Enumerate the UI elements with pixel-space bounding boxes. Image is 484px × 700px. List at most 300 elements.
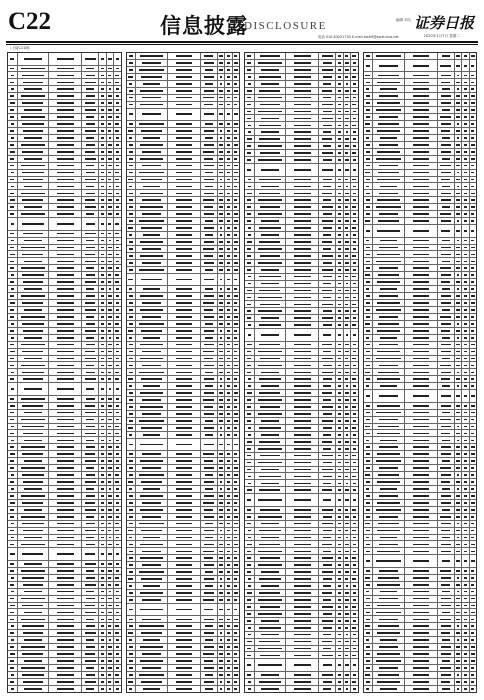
table-cell — [218, 528, 225, 534]
table-cell — [99, 279, 106, 285]
table-cell — [373, 197, 405, 203]
table-cell — [364, 307, 374, 313]
table-cell — [18, 589, 50, 595]
table-cell — [364, 451, 374, 457]
table-row — [127, 616, 240, 623]
table-cell — [127, 590, 137, 596]
table-cell — [344, 404, 351, 410]
table-cell — [438, 609, 455, 615]
table-cell — [373, 437, 405, 443]
table-cell — [462, 272, 469, 278]
table-cell — [373, 142, 405, 148]
table-cell — [364, 535, 374, 541]
table-cell — [351, 150, 357, 156]
table-cell — [336, 590, 343, 596]
table-cell — [405, 451, 438, 457]
table-cell — [18, 535, 50, 541]
table-cell — [168, 541, 201, 547]
table-cell — [245, 514, 255, 520]
table-cell — [127, 253, 137, 259]
table-cell — [405, 53, 438, 59]
table-cell — [245, 122, 255, 128]
table-cell — [373, 293, 405, 299]
table-cell — [18, 548, 50, 560]
table-cell — [8, 493, 18, 499]
table-cell — [107, 66, 114, 72]
table-cell — [438, 307, 455, 313]
table-cell — [455, 658, 462, 664]
table-cell — [136, 88, 168, 94]
table-cell — [462, 197, 469, 203]
table-row — [245, 652, 358, 659]
table-cell — [99, 430, 106, 436]
table-cell — [336, 164, 343, 176]
table-cell — [336, 246, 343, 252]
table-row — [127, 679, 240, 686]
table-cell — [344, 197, 351, 203]
table-cell — [82, 86, 99, 92]
table-row — [8, 486, 121, 493]
table-row — [364, 403, 477, 410]
table-cell — [438, 183, 455, 189]
table-cell — [18, 279, 50, 285]
table-cell — [344, 418, 351, 424]
table-cell — [201, 183, 218, 189]
table-row — [127, 293, 240, 300]
table-cell — [107, 396, 114, 402]
table-cell — [245, 246, 255, 252]
table-cell — [114, 548, 120, 560]
table-cell — [114, 293, 120, 299]
table-cell — [319, 197, 336, 203]
table-cell — [455, 521, 462, 527]
table-cell — [49, 272, 82, 278]
table-cell — [373, 245, 405, 251]
table-cell — [286, 322, 319, 328]
table-cell — [470, 548, 476, 554]
table-cell — [218, 500, 225, 506]
table-cell — [233, 458, 239, 464]
table-cell — [455, 451, 462, 457]
table-cell — [336, 60, 343, 66]
table-cell — [255, 122, 287, 128]
table-cell — [255, 329, 287, 341]
table-cell — [364, 251, 374, 257]
table-row — [364, 258, 477, 265]
table-row — [127, 576, 240, 583]
table-cell — [286, 418, 319, 424]
table-cell — [82, 356, 99, 362]
table-cell — [127, 404, 137, 410]
table-cell — [462, 258, 469, 264]
table-cell — [351, 659, 357, 671]
table-cell — [255, 646, 287, 652]
table-cell — [114, 272, 120, 278]
table-cell — [336, 197, 343, 203]
table-cell — [255, 81, 287, 87]
table-cell — [344, 267, 351, 273]
table-cell — [351, 308, 357, 314]
table-row — [8, 135, 121, 142]
table-cell — [286, 686, 319, 692]
table-cell — [168, 349, 201, 355]
table-cell — [255, 308, 287, 314]
table-cell — [99, 479, 106, 485]
table-cell — [8, 548, 18, 560]
table-cell — [168, 404, 201, 410]
table-cell — [344, 480, 351, 486]
table-cell — [114, 437, 120, 443]
table-cell — [8, 541, 18, 547]
table-cell — [438, 589, 455, 595]
table-cell — [405, 417, 438, 423]
table-cell — [319, 562, 336, 568]
continued-from-caption: （上接C21版） — [8, 46, 33, 50]
table-cell — [470, 390, 476, 402]
table-cell — [201, 465, 218, 471]
table-cell — [470, 265, 476, 271]
table-cell — [136, 472, 168, 478]
table-row — [245, 150, 358, 157]
table-cell — [255, 541, 287, 547]
table-cell — [233, 307, 239, 313]
table-cell — [18, 458, 50, 464]
table-cell — [218, 376, 225, 382]
table-cell — [364, 60, 374, 72]
table-cell — [405, 390, 438, 402]
table-cell — [233, 349, 239, 355]
table-cell — [286, 597, 319, 603]
table-cell — [99, 410, 106, 416]
table-cell — [136, 328, 168, 334]
table-cell — [286, 590, 319, 596]
table-row — [364, 686, 477, 693]
table-cell — [136, 507, 168, 513]
table-cell — [319, 211, 336, 217]
table-cell — [344, 672, 351, 678]
table-cell — [225, 142, 232, 148]
table-cell — [99, 245, 106, 251]
table-row — [245, 686, 358, 693]
table-row — [364, 582, 477, 589]
table-cell — [470, 424, 476, 430]
table-cell — [255, 535, 287, 541]
table-cell — [286, 473, 319, 479]
table-cell — [49, 472, 82, 478]
table-cell — [168, 225, 201, 231]
table-cell — [462, 630, 469, 636]
table-cell — [49, 362, 82, 368]
table-cell — [319, 541, 336, 547]
table-cell — [245, 507, 255, 513]
table-cell — [336, 356, 343, 362]
table-cell — [319, 342, 336, 348]
table-cell — [127, 376, 137, 382]
table-cell — [233, 225, 239, 231]
table-cell — [255, 164, 287, 176]
table-cell — [344, 397, 351, 403]
table-cell — [225, 465, 232, 471]
table-cell — [127, 81, 137, 87]
table-cell — [286, 232, 319, 238]
table-cell — [319, 583, 336, 589]
table-cell — [168, 507, 201, 513]
table-cell — [218, 541, 225, 547]
table-cell — [319, 453, 336, 459]
table-cell — [405, 93, 438, 99]
table-cell — [201, 60, 218, 66]
table-cell — [438, 521, 455, 527]
table-cell — [8, 107, 18, 113]
table-row — [364, 528, 477, 535]
table-cell — [107, 424, 114, 430]
table-cell — [405, 369, 438, 375]
table-cell — [438, 60, 455, 72]
table-cell — [470, 603, 476, 609]
table-row — [364, 245, 477, 252]
table-cell — [364, 114, 374, 120]
table-cell — [168, 686, 201, 692]
table-cell — [127, 156, 137, 162]
table-cell — [168, 383, 201, 389]
table-row — [364, 424, 477, 431]
table-cell — [438, 575, 455, 581]
table-row — [364, 548, 477, 555]
table-cell — [136, 260, 168, 266]
table-cell — [168, 562, 201, 568]
table-cell — [127, 349, 137, 355]
table-cell — [127, 418, 137, 424]
table-cell — [49, 679, 82, 685]
table-cell — [351, 562, 357, 568]
table-cell — [8, 479, 18, 485]
table-cell — [136, 590, 168, 596]
table-cell — [364, 335, 374, 341]
table-cell — [99, 307, 106, 313]
table-cell — [286, 487, 319, 493]
table-cell — [99, 321, 106, 327]
table-row — [127, 253, 240, 260]
table-cell — [462, 251, 469, 257]
table-cell — [114, 465, 120, 471]
table-cell — [114, 514, 120, 520]
table-cell — [201, 267, 218, 273]
table-cell — [233, 314, 239, 320]
table-cell — [364, 293, 374, 299]
table-cell — [470, 128, 476, 134]
table-cell — [49, 383, 82, 395]
table-cell — [99, 575, 106, 581]
table-cell — [8, 437, 18, 443]
table-cell — [225, 493, 232, 499]
table-cell — [82, 79, 99, 85]
table-cell — [82, 514, 99, 520]
table-cell — [336, 625, 343, 631]
table-cell — [201, 432, 218, 438]
table-cell — [82, 493, 99, 499]
table-row — [245, 672, 358, 679]
table-cell — [364, 383, 374, 389]
table-cell — [225, 239, 232, 245]
table-cell — [255, 95, 287, 101]
table-cell — [351, 576, 357, 582]
table-cell — [218, 362, 225, 368]
table-row — [127, 411, 240, 418]
table-cell — [82, 437, 99, 443]
table-cell — [82, 321, 99, 327]
table-cell — [127, 630, 137, 636]
table-cell — [364, 79, 374, 85]
table-cell — [233, 293, 239, 299]
table-cell — [364, 541, 374, 547]
table-cell — [201, 425, 218, 431]
table-cell — [114, 231, 120, 237]
table-cell — [255, 376, 287, 382]
table-cell — [336, 460, 343, 466]
table-cell — [455, 53, 462, 59]
table-row — [8, 66, 121, 73]
table-cell — [405, 403, 438, 409]
table-cell — [455, 535, 462, 541]
table-cell — [82, 609, 99, 615]
table-cell — [351, 639, 357, 645]
table-cell — [462, 417, 469, 423]
table-cell — [218, 211, 225, 217]
table-cell — [351, 109, 357, 115]
table-cell — [218, 548, 225, 554]
table-cell — [218, 623, 225, 629]
table-cell — [168, 486, 201, 492]
table-cell — [225, 177, 232, 183]
table-cell — [336, 453, 343, 459]
table-cell — [201, 225, 218, 231]
table-cell — [405, 630, 438, 636]
table-cell — [255, 432, 287, 438]
table-cell — [351, 528, 357, 534]
table-cell — [405, 335, 438, 341]
page-number: C22 — [8, 8, 52, 35]
table-cell — [336, 562, 343, 568]
table-cell — [168, 679, 201, 685]
table-cell — [245, 274, 255, 280]
table-row — [245, 562, 358, 569]
table-cell — [344, 294, 351, 300]
table-cell — [127, 274, 137, 286]
table-cell — [82, 444, 99, 450]
table-cell — [455, 582, 462, 588]
table-cell — [114, 596, 120, 602]
table-cell — [405, 170, 438, 176]
table-row — [127, 274, 240, 287]
table-cell — [218, 590, 225, 596]
table-cell — [405, 575, 438, 581]
contact-line: 电话 010-83251730 E-mail zqrb9@zqrb.sina.net — [318, 35, 399, 39]
table-cell — [225, 314, 232, 320]
table-row — [127, 555, 240, 562]
table-cell — [470, 686, 476, 692]
table-cell — [344, 143, 351, 149]
table-row — [364, 335, 477, 342]
table-row — [245, 322, 358, 329]
table-cell — [455, 128, 462, 134]
table-cell — [107, 238, 114, 244]
table-cell — [18, 293, 50, 299]
table-cell — [336, 646, 343, 652]
table-cell — [255, 197, 287, 203]
table-cell — [127, 425, 137, 431]
table-cell — [136, 651, 168, 657]
table-cell — [49, 190, 82, 196]
table-cell — [470, 596, 476, 602]
table-cell — [107, 218, 114, 230]
table-cell — [462, 603, 469, 609]
table-cell — [127, 507, 137, 513]
table-cell — [319, 60, 336, 66]
table-cell — [344, 625, 351, 631]
table-cell — [405, 582, 438, 588]
table-cell — [233, 590, 239, 596]
table-cell — [373, 163, 405, 169]
table-row — [364, 190, 477, 197]
table-cell — [351, 597, 357, 603]
table-cell — [136, 225, 168, 231]
table-cell — [319, 88, 336, 94]
table-row — [364, 142, 477, 149]
table-cell — [233, 521, 239, 527]
table-cell — [286, 253, 319, 259]
table-cell — [114, 258, 120, 264]
table-cell — [82, 561, 99, 567]
table-cell — [18, 86, 50, 92]
table-cell — [344, 74, 351, 80]
table-cell — [245, 411, 255, 417]
table-cell — [114, 328, 120, 334]
table-cell — [18, 107, 50, 113]
table-cell — [8, 293, 18, 299]
table-cell — [49, 548, 82, 560]
table-row — [245, 507, 358, 514]
table-cell — [319, 646, 336, 652]
table-cell — [136, 177, 168, 183]
table-cell — [136, 458, 168, 464]
table-row — [8, 156, 121, 163]
table-row — [364, 651, 477, 658]
table-cell — [438, 369, 455, 375]
table-cell — [233, 356, 239, 362]
table-row — [127, 109, 240, 122]
table-cell — [8, 258, 18, 264]
table-cell — [344, 541, 351, 547]
table-cell — [364, 437, 374, 443]
table-cell — [218, 197, 225, 203]
table-cell — [470, 444, 476, 450]
table-cell — [455, 507, 462, 513]
table-cell — [201, 590, 218, 596]
table-cell — [470, 321, 476, 327]
table-cell — [373, 596, 405, 602]
table-cell — [107, 609, 114, 615]
table-row — [8, 149, 121, 156]
table-cell — [438, 177, 455, 183]
table-cell — [225, 156, 232, 162]
table-cell — [405, 472, 438, 478]
table-cell — [462, 465, 469, 471]
table-cell — [233, 239, 239, 245]
table-cell — [8, 72, 18, 78]
table-cell — [107, 356, 114, 362]
table-row — [245, 177, 358, 184]
table-cell — [136, 569, 168, 575]
